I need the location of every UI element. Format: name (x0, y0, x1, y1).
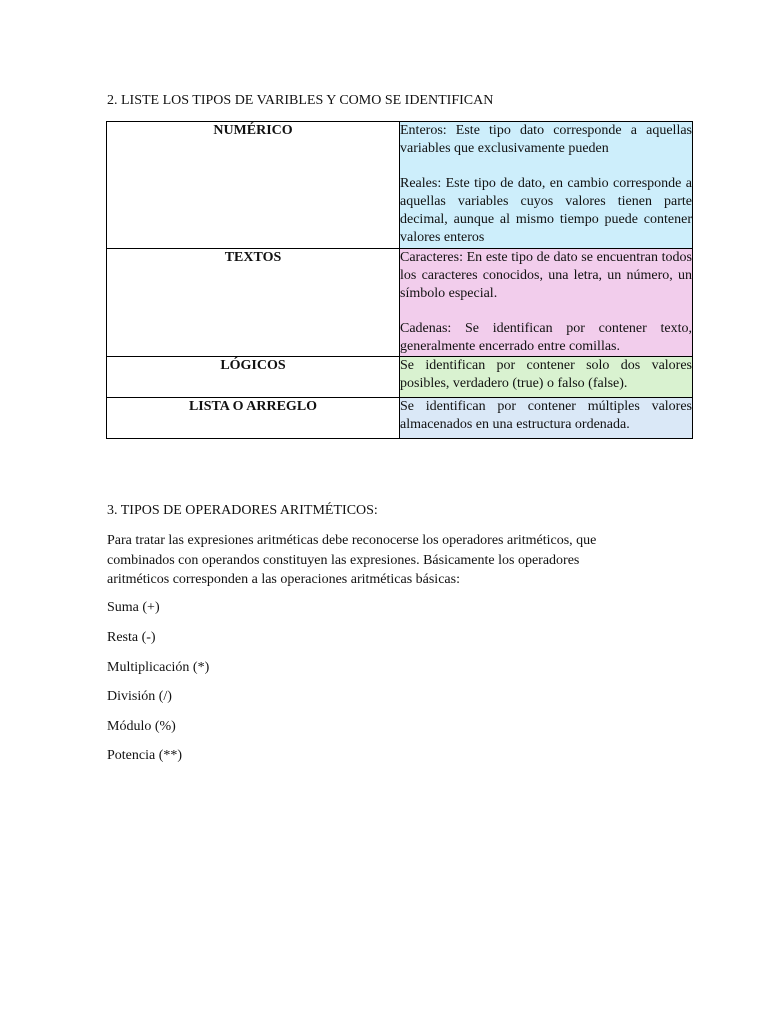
table-row-lista-arreglo (107, 398, 693, 439)
description-paragraph-reales: Reales: Este tipo de dato, en cambio corresponde a aquellas variables cuyos valores tienen parte decimal, aunque al mismo tiempo puede contener valores enteros (400, 176, 692, 245)
intro-line: Para tratar las expresiones aritméticas debe reconocerse los operadores aritméticos, que (107, 533, 597, 548)
operators-intro-paragraph (107, 531, 647, 590)
description-paragraph-caracteres: Caracteres: En este tipo de dato se encuentran todos los caracteres conocidos, una letra, un número, un símbolo especial. (400, 250, 692, 301)
intro-line: combinados con operandos constituyen las expresiones. Básicamente los operadores (107, 552, 580, 568)
operator-division: División (/) (107, 689, 172, 704)
description-paragraph-enteros: Enteros: Este tipo dato corresponde a aquellas variables que exclusivamente pueden (400, 123, 692, 156)
description-paragraph-logicos: Se identifican por contener solo dos valores posibles, verdadero (true) o falso (false). (400, 358, 692, 391)
description-paragraph-lista-arreglo: Se identifican por contener múltiples valores almacenados en una estructura ordenada. (400, 399, 692, 432)
variable-types-table (106, 121, 693, 439)
intro-line: aritméticos corresponden a las operaciones aritméticas básicas: (107, 572, 460, 587)
operator-multiplicacion: Multiplicación (*) (107, 660, 210, 675)
type-name-numerico: NUMÉRICO (107, 122, 400, 249)
operator-modulo: Módulo (%) (107, 719, 176, 734)
type-name-textos: TEXTOS (107, 249, 400, 357)
section-2-title: 2. LISTE LOS TIPOS DE VARIBLES Y COMO SE IDENTIFICAN (107, 93, 494, 108)
type-description-textos (400, 249, 693, 357)
section-3-title: 3. TIPOS DE OPERADORES ARITMÉTICOS: (107, 503, 378, 518)
operator-suma: Suma (+) (107, 600, 160, 615)
type-description-lista-arreglo (400, 398, 693, 439)
table-row-numerico (107, 122, 693, 249)
table-row-textos (107, 249, 693, 357)
type-description-logicos (400, 357, 693, 398)
type-description-numerico (400, 122, 693, 249)
type-name-lista-arreglo: LISTA O ARREGLO (107, 398, 400, 439)
type-name-logicos: LÓGICOS (107, 357, 400, 398)
table-row-logicos (107, 357, 693, 398)
operator-resta: Resta (-) (107, 630, 156, 645)
operator-potencia: Potencia (**) (107, 748, 183, 763)
description-paragraph-cadenas: Cadenas: Se identifican por contener texto, generalmente encerrado entre comillas. (400, 321, 692, 354)
